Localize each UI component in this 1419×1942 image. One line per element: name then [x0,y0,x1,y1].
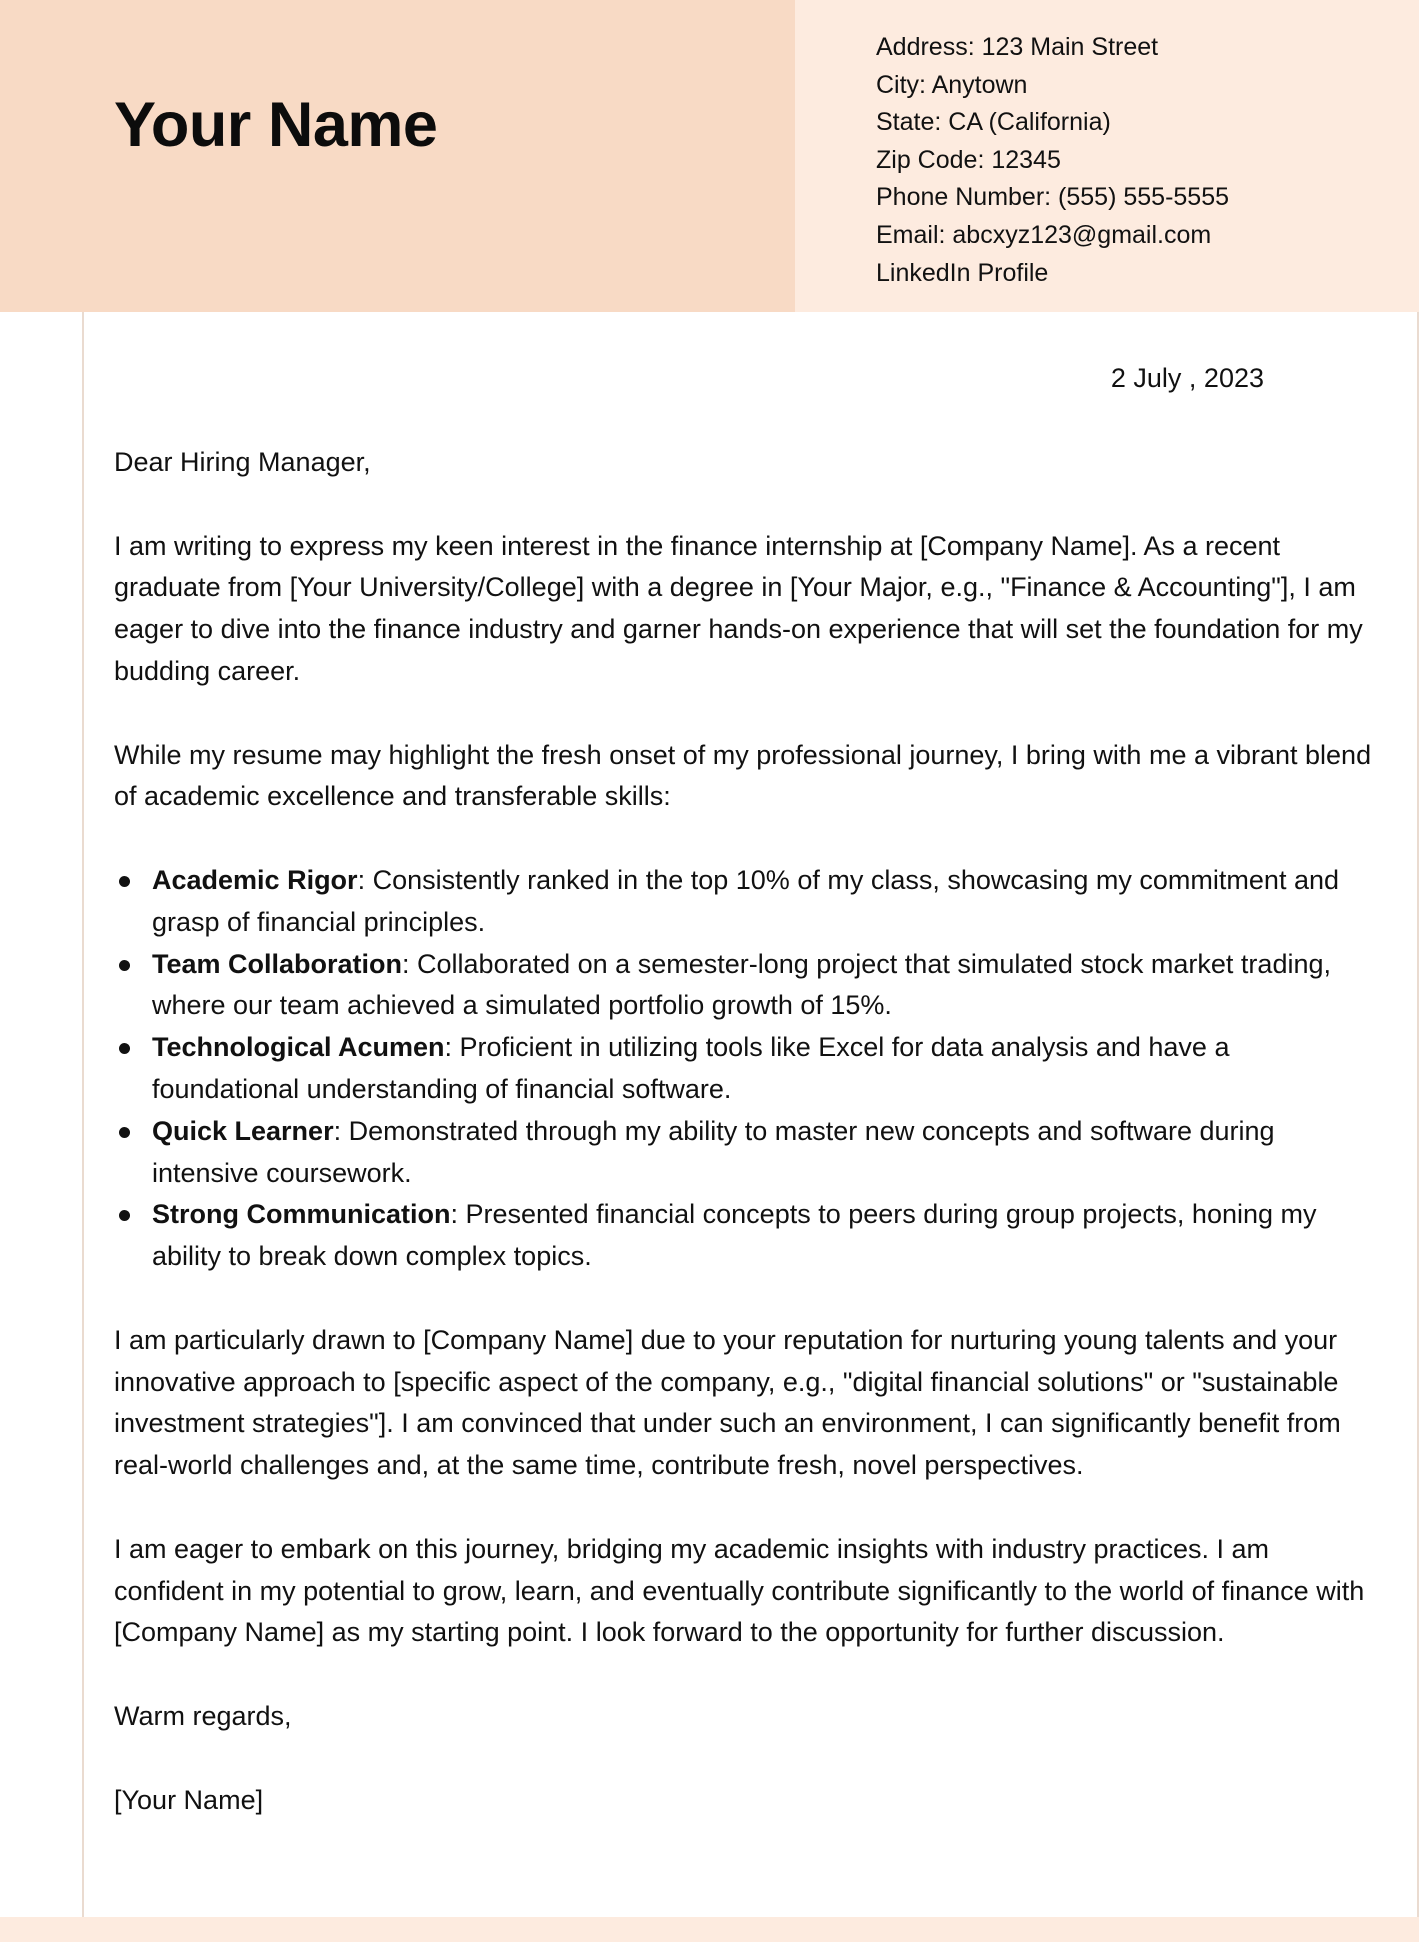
contact-zip: Zip Code: 12345 [876,145,1061,174]
list-item [152,1027,1376,1111]
footer-band [0,1917,1419,1942]
list-item [152,944,1376,1028]
skill-title: Technological Acumen [152,1032,445,1063]
skill-text: : Demonstrated through my ability to master new concepts and software during intensive coursework. [152,1115,1275,1188]
skill-text: : Proficient in utilizing tools like Excel for data analysis and have a foundational understanding of financial software. [152,1032,1230,1104]
skills-list [114,860,1376,1278]
left-margin-rule [82,312,84,1917]
contact-info [876,29,1229,292]
list-item [152,860,1376,944]
skill-title: Team Collaboration [152,948,403,979]
list-item [152,1194,1376,1278]
skill-title: Academic Rigor [152,864,358,895]
closing: Warm regards, [114,1700,292,1731]
skill-text: : Consistently ranked in the top 10% of my class, showcasing my commitment and grasp of financial principles. [152,864,1339,937]
list-item [152,1111,1376,1195]
applicant-name: Your Name [114,90,438,160]
contact-address: Address: 123 Main Street [876,33,1159,61]
paragraph-skills-intro: While my resume may highlight the fresh onset of my professional journey, I bring with me a vibrant blend of academic excellence and transferable skills: [114,739,1372,812]
skill-text: : Presented financial concepts to peers during group projects, honing my ability to break down complex topics. [152,1199,1317,1272]
header-name-panel [0,0,795,312]
contact-phone: Phone Number: (555) 555-5555 [876,183,1230,212]
contact-state: State: CA (California) [876,108,1111,137]
signature: [Your Name] [114,1784,264,1815]
contact-email: Email: abcxyz123@gmail.com [876,220,1212,249]
skill-text: : Collaborated on a semester-long project that simulated stock market trading, where our team achieved a simulated portfolio growth of 15%. [152,948,1331,1021]
skill-title: Strong Communication [152,1199,451,1230]
skill-title: Quick Learner [152,1115,334,1146]
letter-date: 2 July , 2023 [1110,363,1264,393]
contact-linkedin: LinkedIn Profile [876,258,1049,287]
contact-city: City: Anytown [876,70,1028,99]
letter-body [114,442,1376,1863]
paragraph-intro: I am writing to express my keen interest in the finance internship at [Company Name]. As a recent graduate from [Your University/College] with a degree in [Your Major, e.g., "Finance & Accounting"], I am eager to dive into the finance industry and garner hands-on experience that will set the foundation for my budding career. [114,530,1363,686]
paragraph-company-interest: I am particularly drawn to [Company Name] due to your reputation for nurturing young talents and your innovative approach to [specific aspect of the company, e.g., "digital financial solutions" or "sustainable investment strategies"]. I am convinced that under such an environment, I can significantly benefit from real-world challenges and, at the same time, contribute fresh, novel perspectives. [114,1324,1341,1481]
salutation: Dear Hiring Manager, [114,447,371,477]
paragraph-conclusion: I am eager to embark on this journey, bridging my academic insights with industry practices. I am confident in my potential to grow, learn, and eventually contribute significantly to the world of finance with [Company Name] as my starting point. I look forward to the opportunity for further discussion. [114,1533,1365,1648]
